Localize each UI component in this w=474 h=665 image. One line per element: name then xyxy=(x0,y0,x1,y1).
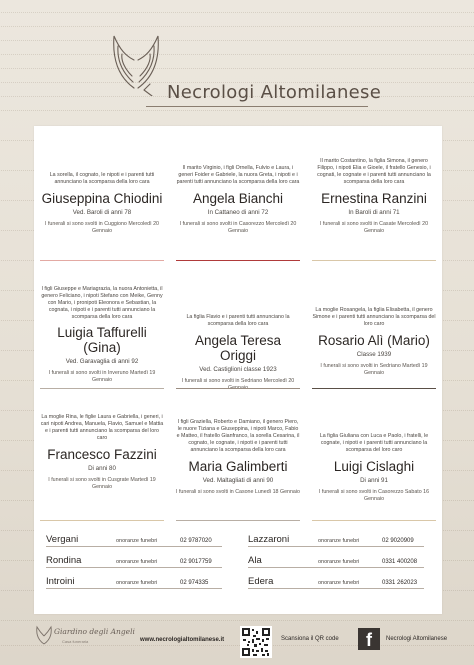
funeral-home-type: onoranze funebri xyxy=(318,580,360,586)
notice-announcement: La figlia Giuliana con Luca e Paolo, i fratelli, le cognate, i nipoti e i parenti tutti annunciano la scomparsa del loro caro xyxy=(319,433,429,453)
notice-rule xyxy=(40,520,164,521)
notice-card xyxy=(176,398,300,496)
deceased-name: Maria Galimberti xyxy=(188,459,288,474)
funeral-home-phone: 02 9020909 xyxy=(382,538,414,544)
deceased-name: Angela Bianchi xyxy=(192,191,284,206)
notice-card xyxy=(176,150,300,235)
funeral-home-name: Introini xyxy=(46,576,75,587)
funeral-home-phone: 0331 400208 xyxy=(382,559,418,565)
notice-announcement: I figli Giuseppe e Mariagrazia, la nuora Antonietta, il genero Feliciano, i nipoti Stefano con Meike, Genny con Mario, i pronipoti Eleonora e Sebastian, la cognata, i nipoti e i parenti tutti annunciano la scomparsa della loro cara xyxy=(41,286,163,320)
funeral-home-type: onoranze funebri xyxy=(116,580,158,586)
funeral-home-phone: 02 974335 xyxy=(180,580,209,586)
deceased-details: Ved. Garavaglia di anni 92 xyxy=(65,358,139,365)
deceased-details: Ved. Castiglioni classe 1923 xyxy=(199,366,277,373)
funeral-info: I funerali si sono svolti in Cuggiono Mercoledì 20 Gennaio xyxy=(45,221,159,234)
brand-underline xyxy=(146,106,368,107)
funeral-home-type: onoranze funebri xyxy=(318,559,360,565)
footer-brand-subtitle: Casa funeraria xyxy=(62,639,89,644)
funeral-home-listing xyxy=(46,554,222,568)
deceased-name: Rosario Alì (Mario) xyxy=(318,333,430,348)
deceased-name: Ernestina Ranzini xyxy=(321,191,427,206)
notice-card xyxy=(312,272,436,377)
funeral-info: I funerali si sono svolti in Casone Lunedì 18 Gennaio xyxy=(176,489,300,495)
notice-card xyxy=(40,150,164,235)
funeral-info: I funerali si sono svolti in Cusgrate Martedì 19 Gennaio xyxy=(48,477,156,490)
notice-rule xyxy=(312,520,436,521)
notice-rule xyxy=(312,388,436,389)
deceased-name: Giuseppina Chiodini xyxy=(41,191,163,206)
funeral-home-listing xyxy=(248,554,424,568)
notice-rule xyxy=(176,520,300,521)
funeral-home-name: Ala xyxy=(248,555,262,566)
notice-announcement: Il marito Virginio, i figli Ornella, Fulvio e Laura, i generi Foider e Gabriele, la nuora Greta, i nipoti e i parenti tutti annunciano la scomparsa della loro cara xyxy=(176,165,300,185)
notice-announcement: Il marito Costantino, la figlia Simona, il genero Filippo, i nipoti Elia e Gioele, il fratello Genesio, i cognati, le cognate e i parenti tutti annunciano la scomparsa della loro cara xyxy=(317,158,431,185)
funeral-info: I funerali si sono svolti in Casorezzo Sabato 16 Gennaio xyxy=(318,489,430,502)
notice-announcement: I figli Graziella, Roberto e Damiano, il genero Piero, le nuore Tiziana e Giuseppina, i nipoti Marco, Fabio e Matteo, il fratello Gianfranco, la sorella Cesarina, il cognato, le cognate, i nipoti e i parenti tutti annunciano la scomparsa della loro cara xyxy=(176,419,300,453)
deceased-name: Luigi Cislaghi xyxy=(333,459,415,474)
funeral-home-name: Edera xyxy=(248,576,274,587)
deceased-details: In Cattaneo di anni 72 xyxy=(207,209,269,216)
deceased-details: Classe 1939 xyxy=(356,351,392,358)
angel-wings-icon xyxy=(106,26,166,96)
facebook-icon[interactable]: f xyxy=(358,628,380,650)
funeral-home-listing xyxy=(248,575,424,589)
notice-rule xyxy=(40,388,164,389)
funeral-home-name: Vergani xyxy=(46,534,79,545)
notice-announcement: La figlia Flavio e i parenti tutti annunciano la scomparsa della loro cara xyxy=(186,314,290,327)
notice-rule xyxy=(176,388,300,389)
funeral-home-phone: 02 9017759 xyxy=(180,559,212,565)
funeral-home-listing xyxy=(46,575,222,589)
footer-brand: Giardino degli Angeli xyxy=(54,627,135,636)
funeral-home-listing xyxy=(46,533,222,547)
website-link[interactable]: www.necrologialtomilanese.it xyxy=(140,637,225,643)
funeral-homes-list xyxy=(44,533,430,611)
deceased-name: Angela Teresa Origgi xyxy=(194,333,282,363)
deceased-details: Di anni 91 xyxy=(360,477,388,484)
notice-rule xyxy=(312,260,436,261)
funeral-info: I funerali si sono svolti in Sedriano Mercoledì 20 xyxy=(181,378,295,384)
funeral-home-phone: 0331 262023 xyxy=(382,580,418,586)
funeral-info: I funerali si sono svolti in Sedriano Martedì 19 Gennaio xyxy=(320,363,428,376)
scan-qr-label: Scansiona il QR code xyxy=(281,636,339,642)
funeral-home-type: onoranze funebri xyxy=(116,538,158,544)
notice-rule xyxy=(176,260,300,261)
footer xyxy=(0,620,474,665)
funeral-home-name: Rondina xyxy=(46,555,82,566)
notice-announcement: La moglie Rina, le figlie Laura e Gabriella, i generi, i cari nipoti Andrea, Manuela, Flavio, Samuel e Mattia e i parenti tutti annunciano la scomparsa del loro caro xyxy=(40,414,164,441)
angel-logo-icon xyxy=(34,624,54,646)
brand-title: Necrologi Altomilanese xyxy=(167,82,382,103)
header xyxy=(0,0,474,120)
notice-rule xyxy=(40,260,164,261)
notice-card xyxy=(40,272,164,384)
qr-code-icon[interactable] xyxy=(240,626,272,658)
funeral-home-type: onoranze funebri xyxy=(116,559,158,565)
funeral-home-phone: 02 9787020 xyxy=(180,538,212,544)
funeral-home-type: onoranze funebri xyxy=(318,538,360,544)
notice-card xyxy=(312,150,436,235)
notice-announcement: La sorella, il cognato, le nipoti e i parenti tutti annunciano la scomparsa della loro cara xyxy=(49,172,155,185)
facebook-page-link[interactable]: Necrologi Altomilanese xyxy=(386,636,448,642)
deceased-details: In Baroli di anni 71 xyxy=(348,209,400,216)
notice-announcement: La moglie Rosangela, la figlia Elisabetta, il genero Simone e i parenti tutti annunciano la scomparsa del loro caro xyxy=(312,307,436,327)
funeral-info: I funerali si sono svolti in Casorezzo Mercoledì 20 Gennaio xyxy=(179,221,297,234)
notice-card xyxy=(312,398,436,503)
funeral-info: I funerali si sono svolti in Casate Mercoledì 20 Gennaio xyxy=(319,221,429,234)
deceased-name: Luigia Taffurelli (Gina) xyxy=(57,325,147,355)
deceased-name: Francesco Fazzini xyxy=(47,447,157,462)
funeral-home-name: Lazzaroni xyxy=(248,534,290,545)
notice-card xyxy=(40,398,164,491)
funeral-info: I funerali si sono svolti in Inveruno Martedì 19 Gennaio xyxy=(48,370,156,383)
deceased-details: Ved. Maltagliati di anni 90 xyxy=(202,477,274,484)
deceased-details: Di anni 80 xyxy=(88,465,116,472)
funeral-home-listing xyxy=(248,533,424,547)
notice-card xyxy=(176,272,300,392)
deceased-details: Ved. Baroli di anni 78 xyxy=(72,209,132,216)
